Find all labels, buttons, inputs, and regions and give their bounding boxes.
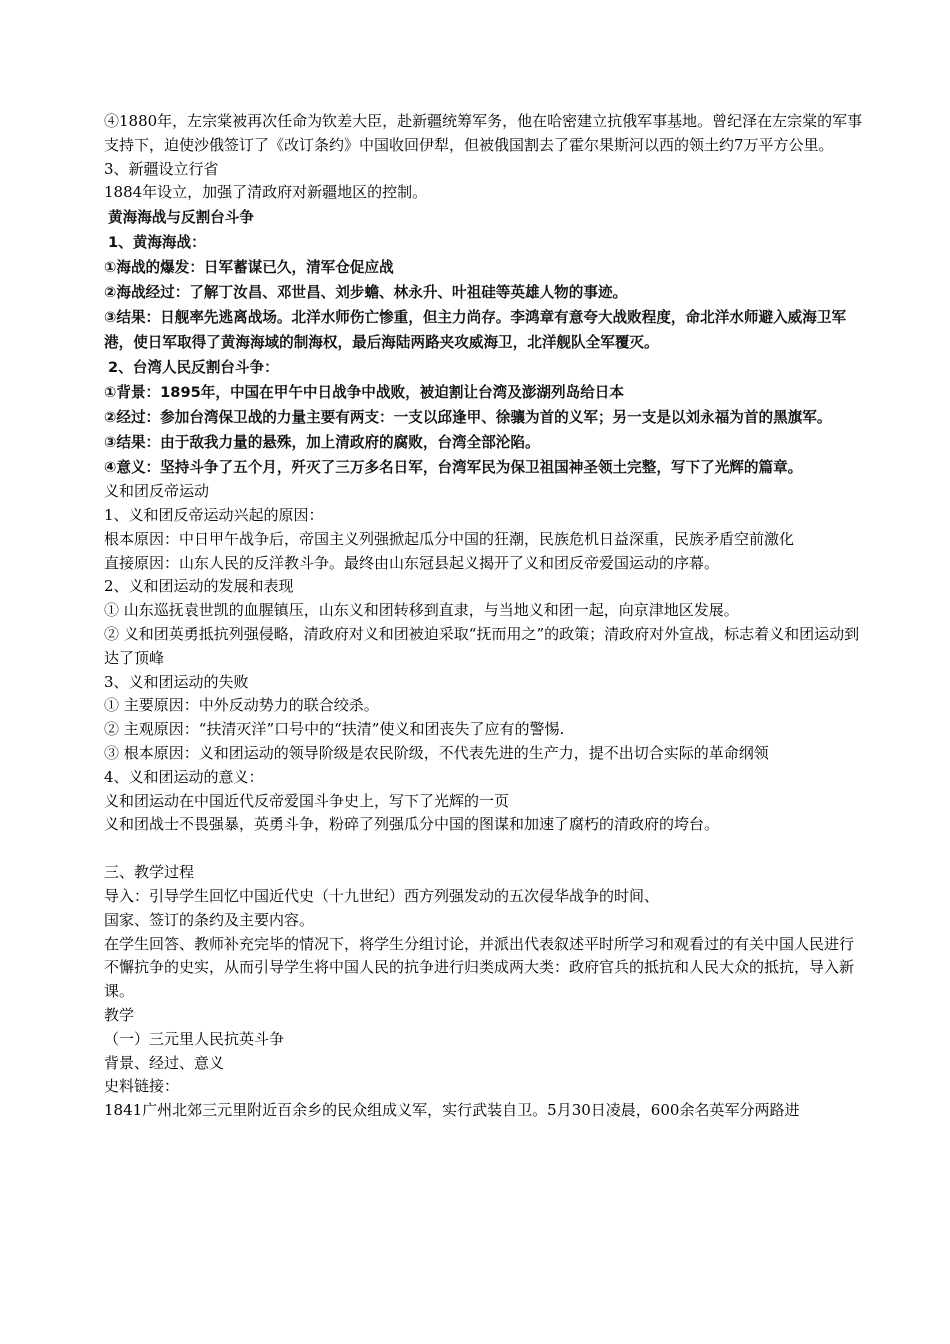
intro-line-2: 国家、签订的条约及主要内容。	[104, 910, 315, 929]
item-development-1: ① 山东巡抚袁世凯的血腥镇压，山东义和团转移到直隶，与当地义和团一起，向京津地区发展。	[104, 601, 739, 620]
section-yellow-sea	[104, 205, 864, 480]
label-teaching: 教学	[104, 1005, 135, 1024]
heading-taiwan-struggle: 2、台湾人民反割台斗争：	[108, 359, 279, 377]
heading-xinjiang-province: 3、新疆设立行省	[104, 159, 219, 178]
item-taiwan-process: ②经过：参加台湾保卫战的力量主要有两支：一支以邱逢甲、徐骧为首的义军；另一支是以刘永福为首的黑旗军。	[104, 409, 832, 427]
item-process: ②海战经过：了解丁汝昌、邓世昌、刘步蟾、林永升、叶祖硅等英雄人物的事迹。	[104, 284, 628, 302]
item-outbreak: ①海战的爆发：日军蓄谋已久，清军仓促应战	[104, 259, 394, 277]
item-taiwan-result: ③结果：由于敌我力量的悬殊，加上清政府的腐败，台湾全部沦陷。	[104, 434, 540, 452]
subheading-sanyuanli: （一）三元里人民抗英斗争	[104, 1029, 285, 1048]
heading-yellow-sea-battle: 1、黄海海战：	[108, 234, 206, 252]
intro-line-1: 导入：引导学生回忆中国近代史（十九世纪）西方列强发动的五次侵华战争的时间、	[104, 886, 660, 905]
item-taiwan-significance: ④意义：坚持斗争了五个月，歼灭了三万多名日军，台湾军民为保卫祖国神圣领土完整，写下了光辉的篇章。	[104, 459, 803, 477]
paragraph-yili-treaty: ④1880年，左宗棠被再次任命为钦差大臣，赴新疆统筹军务，他在哈密建立抗俄军事基地。曾纪泽在左宗棠的军事支持下，迫使沙俄签订了《改订条约》中国收回伊犁，但被俄国割去了霍尔果斯河以西的领土约7万平方公里。	[104, 112, 863, 154]
item-direct-cause: 直接原因：山东人民的反洋教斗争。最终由山东冠县起义揭开了义和团反帝爱国运动的序幕。	[104, 553, 720, 572]
section-title-teaching: 三、教学过程	[104, 863, 195, 882]
label-source-link: 史料链接：	[104, 1077, 180, 1096]
item-failure-3: ③ 根本原因：义和团运动的领导阶级是农民阶级，不代表先进的生产力，提不出切合实际的革命纲领	[104, 743, 769, 762]
item-result: ③结果：日舰率先逃离战场。北洋水师伤亡惨重，但主力尚存。李鸿章有意夸大战败程度，命北洋水师避入威海卫军港，使日军取得了黄海海域的制海权，最后海陆两路夹攻威海卫，北洋舰队全军覆灭。	[104, 309, 847, 352]
section-title-yellow-sea: 黄海海战与反割台斗争	[108, 209, 254, 227]
item-development-2: ② 义和团英勇抵抗列强侵略，清政府对义和团被迫采取“抚而用之”的政策；清政府对外宣战，标志着义和团运动到达了顶峰	[104, 624, 860, 667]
item-background: ①背景：1895年，中国在甲午中日战争中战败，被迫割让台湾及澎湖列岛给日本	[104, 384, 624, 402]
heading-boxer-causes: 1、义和团反帝运动兴起的原因：	[104, 505, 324, 524]
item-root-cause: 根本原因：中日甲午战争后，帝国主义列强掀起瓜分中国的狂潮，民族危机日益深重，民族矛盾空前激化	[104, 529, 795, 548]
section-title-boxer: 义和团反帝运动	[104, 482, 210, 501]
item-significance-2: 义和团战士不畏强暴，英勇斗争，粉碎了列强瓜分中国的图谋和加速了腐朽的清政府的垮台。	[104, 815, 720, 834]
spacer	[104, 837, 864, 861]
heading-boxer-failure: 3、义和团运动的失败	[104, 672, 249, 691]
section-xinjiang	[104, 110, 864, 205]
section-boxer	[104, 480, 864, 837]
heading-boxer-development: 2、义和团运动的发展和表现	[104, 577, 294, 596]
section-teaching	[104, 861, 864, 1123]
document-page	[104, 110, 864, 1123]
item-sanyuanli-topics: 背景、经过、意义	[104, 1053, 225, 1072]
item-failure-2: ② 主观原因：“扶清灭洋”口号中的“扶清”使义和团丧失了应有的警惕.	[104, 720, 565, 739]
paragraph-1841: 1841广州北郊三元里附近百余乡的民众组成义军，实行武装自卫。5月30日凌晨，600余名英军分两路进	[104, 1101, 800, 1120]
item-significance-1: 义和团运动在中国近代反帝爱国斗争史上，写下了光辉的一页	[104, 791, 510, 810]
heading-boxer-significance: 4、义和团运动的意义：	[104, 767, 264, 786]
paragraph-province-1884: 1884年设立，加强了清政府对新疆地区的控制。	[104, 183, 428, 202]
intro-paragraph: 在学生回答、教师补充完毕的情况下，将学生分组讨论，并派出代表叙述平时所学习和观看过的有关中国人民进行不懈抗争的史实，从而引导学生将中国人民的抗争进行归类成两大类：政府官兵的抵抗和人民大众的抵抗，导入新课。	[104, 934, 855, 1001]
item-failure-1: ① 主要原因：中外反动势力的联合绞杀。	[104, 696, 379, 715]
